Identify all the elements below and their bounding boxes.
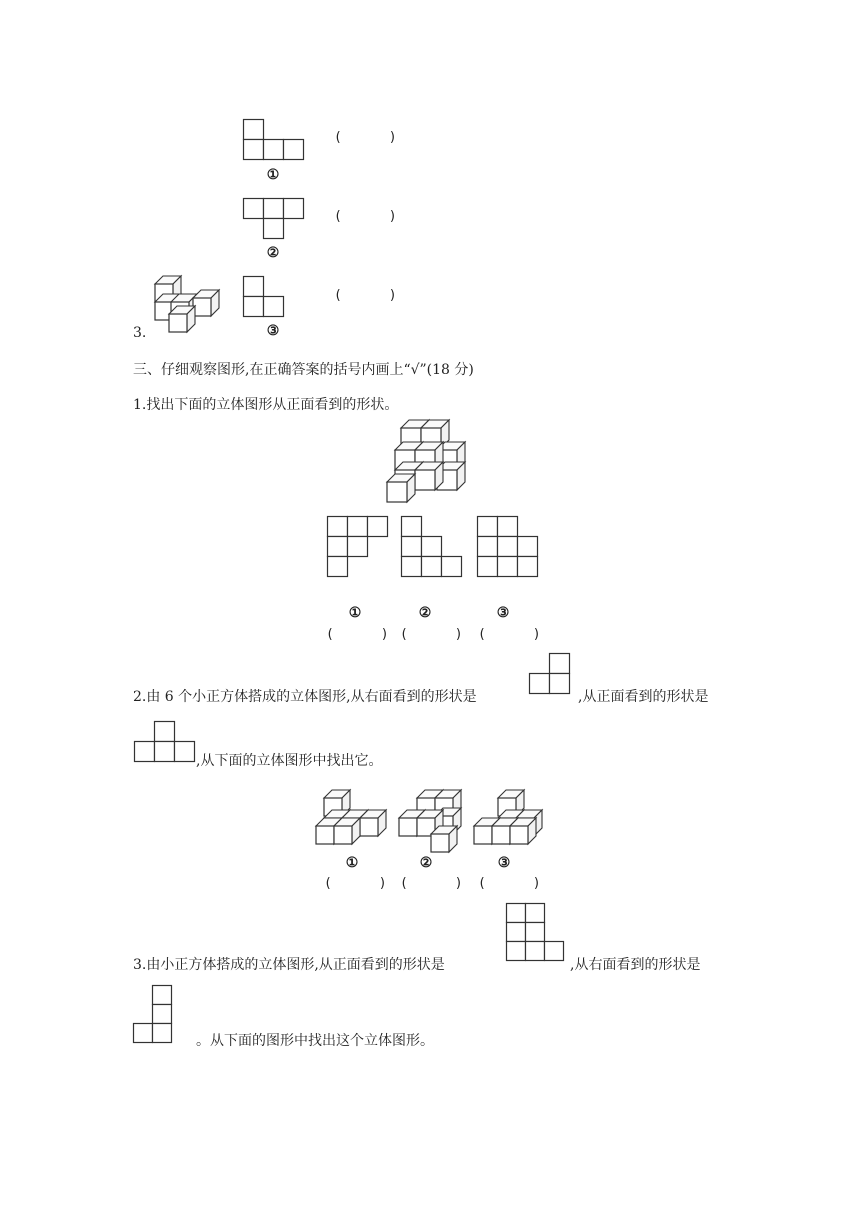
q2-option-2-solid [397,790,472,846]
grid-square [402,557,422,577]
q2-label-2: ② [419,855,433,871]
option-1-flat-shape [243,119,305,161]
option-label-3: ③ [266,323,280,339]
cube [360,810,386,836]
grid-square [244,199,264,219]
question-3-text-b: ,从右面看到的形状是 [570,957,701,973]
cube [169,306,195,332]
grid-square [518,557,538,577]
answer-paren-2[interactable]: ( ) [334,209,397,224]
q2-label-1: ① [345,855,359,871]
q1-label-3: ③ [496,605,510,621]
question-2-text-a: 2.由 6 个小正方体搭成的立体图形,从右面看到的形状是 [133,689,477,705]
q2-option-1-solid [316,790,391,846]
grid-square [526,923,545,942]
q1-option-1-shape [327,516,389,588]
q2-answer-paren-1[interactable]: ( ) [324,876,387,891]
grid-square [526,942,545,961]
q1-answer-paren-2[interactable]: ( ) [400,627,463,642]
cube [431,826,457,852]
grid-square [155,722,175,742]
grid-square [498,537,518,557]
grid-square [284,140,304,160]
grid-square [264,219,284,239]
grid-square [478,557,498,577]
cube [387,474,415,502]
q1-answer-paren-3[interactable]: ( ) [478,627,541,642]
grid-square [550,674,570,694]
grid-square [153,986,172,1005]
grid-square [155,742,175,762]
question-2-text-c: ,从下面的立体图形中找出它。 [196,753,383,769]
q2-right-view-shape [529,653,571,695]
grid-square [545,942,564,961]
question-3-text-a: 3.由小正方体搭成的立体图形,从正面看到的形状是 [133,957,445,973]
section-heading: 三、仔细观察图形,在正确答案的括号内画上“√”(18 分) [133,362,474,378]
option-label-1: ① [266,167,280,183]
question-1-text: 1.找出下面的立体图形从正面看到的形状。 [133,397,399,413]
q2-answer-paren-2[interactable]: ( ) [400,876,463,891]
q2-label-3: ③ [497,855,511,871]
q2-answer-paren-3[interactable]: ( ) [478,876,541,891]
grid-square [422,557,442,577]
option-label-2: ② [266,245,280,261]
grid-square [348,537,368,557]
grid-square [478,517,498,537]
grid-square [244,277,264,297]
grid-square [264,140,284,160]
q3-front-view-shape [506,903,568,965]
q2-option-3-solid [472,790,547,846]
grid-square [526,904,545,923]
grid-square [402,537,422,557]
grid-square [442,557,462,577]
cube [334,818,360,844]
grid-square [244,120,264,140]
grid-square [244,297,264,317]
option-2-flat-shape [243,198,305,240]
grid-square [498,517,518,537]
answer-paren-1[interactable]: ( ) [334,130,397,145]
grid-square [328,517,348,537]
cube [415,462,443,490]
cube [510,818,536,844]
grid-square [507,942,526,961]
grid-square [153,1005,172,1024]
cube [193,290,219,316]
grid-square [134,1024,153,1043]
solid-cube-figure [145,270,225,332]
grid-square [264,297,284,317]
question-2-text-b: ,从正面看到的形状是 [578,689,709,705]
answer-paren-3[interactable]: ( ) [334,288,397,303]
grid-square [518,537,538,557]
q1-option-2-shape [401,516,463,588]
q1-answer-paren-1[interactable]: ( ) [326,627,389,642]
question-3-text-c: 。从下面的图形中找出这个立体图形。 [196,1033,434,1049]
option-3-flat-shape [243,276,305,318]
q2-front-view-shape [134,721,196,763]
grid-square [530,674,550,694]
grid-square [175,742,195,762]
grid-square [498,557,518,577]
grid-square [507,904,526,923]
grid-square [135,742,155,762]
grid-square [153,1024,172,1043]
grid-square [244,140,264,160]
grid-square [402,517,422,537]
grid-square [284,199,304,219]
grid-square [422,537,442,557]
grid-square [478,537,498,557]
grid-square [368,517,388,537]
grid-square [264,199,284,219]
grid-square [507,923,526,942]
grid-square [328,537,348,557]
question-number: 3. [133,325,147,341]
grid-square [328,557,348,577]
q3-right-view-shape [133,985,175,1047]
q1-solid-figure [385,418,475,508]
grid-square [348,517,368,537]
q1-label-1: ① [348,605,362,621]
q1-label-2: ② [418,605,432,621]
q1-option-3-shape [477,516,539,588]
grid-square [550,654,570,674]
